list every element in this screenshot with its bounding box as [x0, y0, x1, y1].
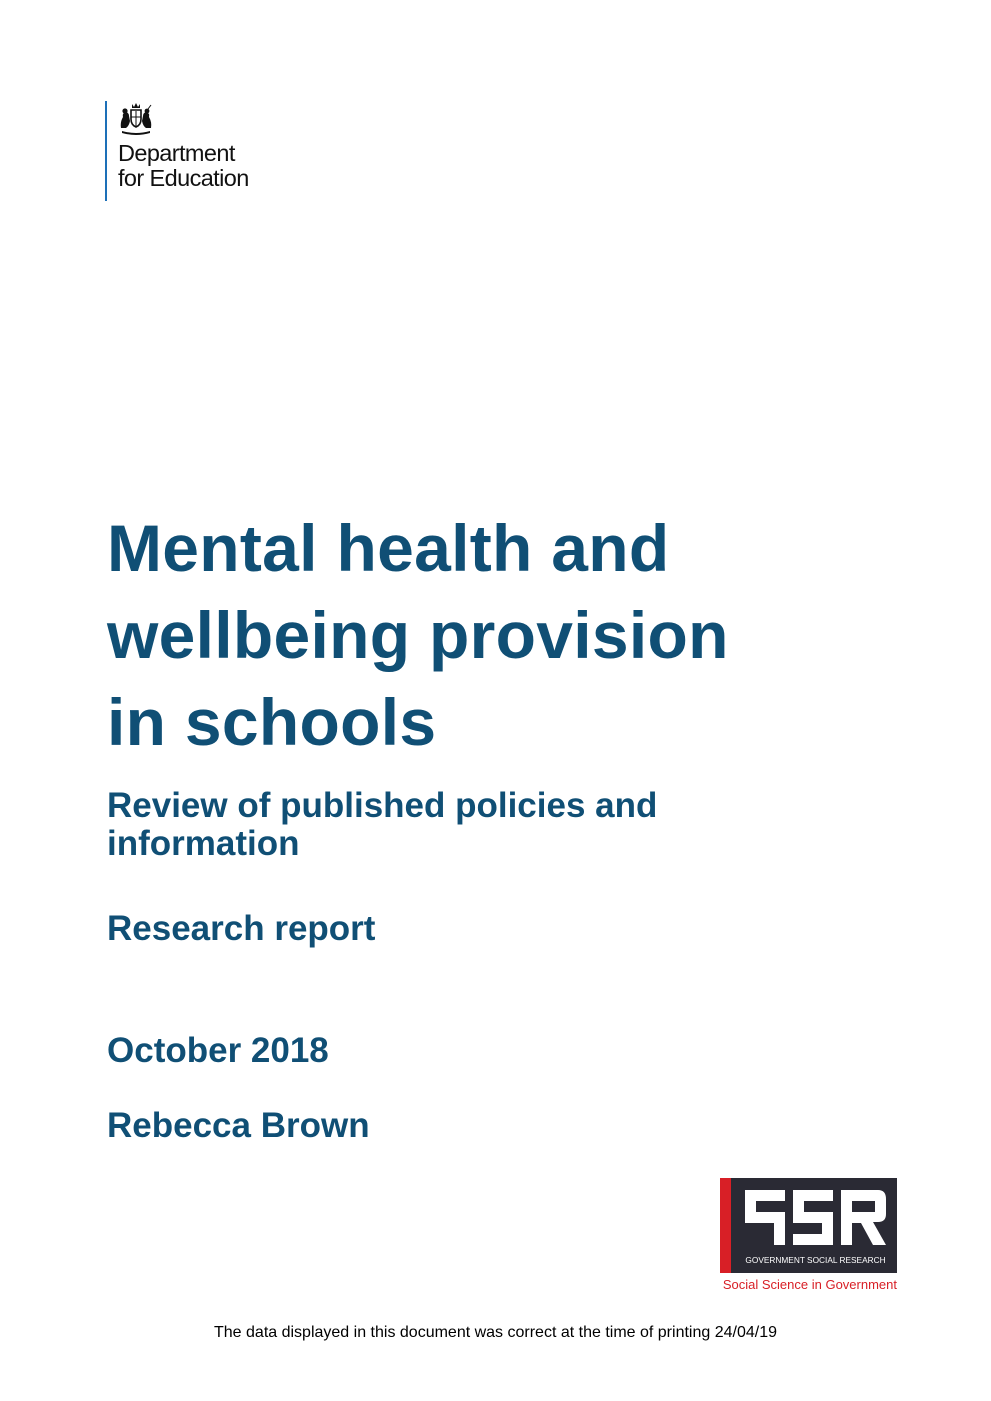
- footer-note: The data displayed in this document was correct at the time of printing 24/04/19: [214, 1324, 777, 1341]
- author-name: Rebecca Brown: [107, 1106, 370, 1145]
- organisation-name: [118, 141, 249, 191]
- government-social-research-logo: [720, 1178, 897, 1293]
- organisation-name-line-1: Department: [118, 140, 235, 166]
- report-subtitle-line-2: information: [107, 824, 300, 863]
- report-subtitle-line-1: Review of published policies and: [107, 786, 658, 825]
- gsr-logo-box: [720, 1178, 897, 1273]
- organisation-name-line-2: for Education: [118, 165, 249, 191]
- report-title-line-2: wellbeing provision: [107, 598, 729, 672]
- department-for-education-logo: [105, 101, 249, 201]
- report-subtitle: [107, 787, 867, 863]
- gsr-red-bar: [720, 1178, 731, 1273]
- gsr-tagline: Social Science in Government: [722, 1277, 897, 1292]
- report-title-line-3: in schools: [107, 685, 437, 759]
- royal-coat-of-arms-icon: [118, 102, 154, 136]
- publication-date: October 2018: [107, 1031, 329, 1070]
- gsr-wordmark-icon: [741, 1190, 886, 1245]
- report-type: Research report: [107, 909, 376, 948]
- report-title-line-1: Mental health and: [107, 511, 670, 585]
- report-title: [107, 505, 907, 766]
- gsr-caption: GOVERNMENT SOCIAL RESEARCH: [745, 1255, 886, 1265]
